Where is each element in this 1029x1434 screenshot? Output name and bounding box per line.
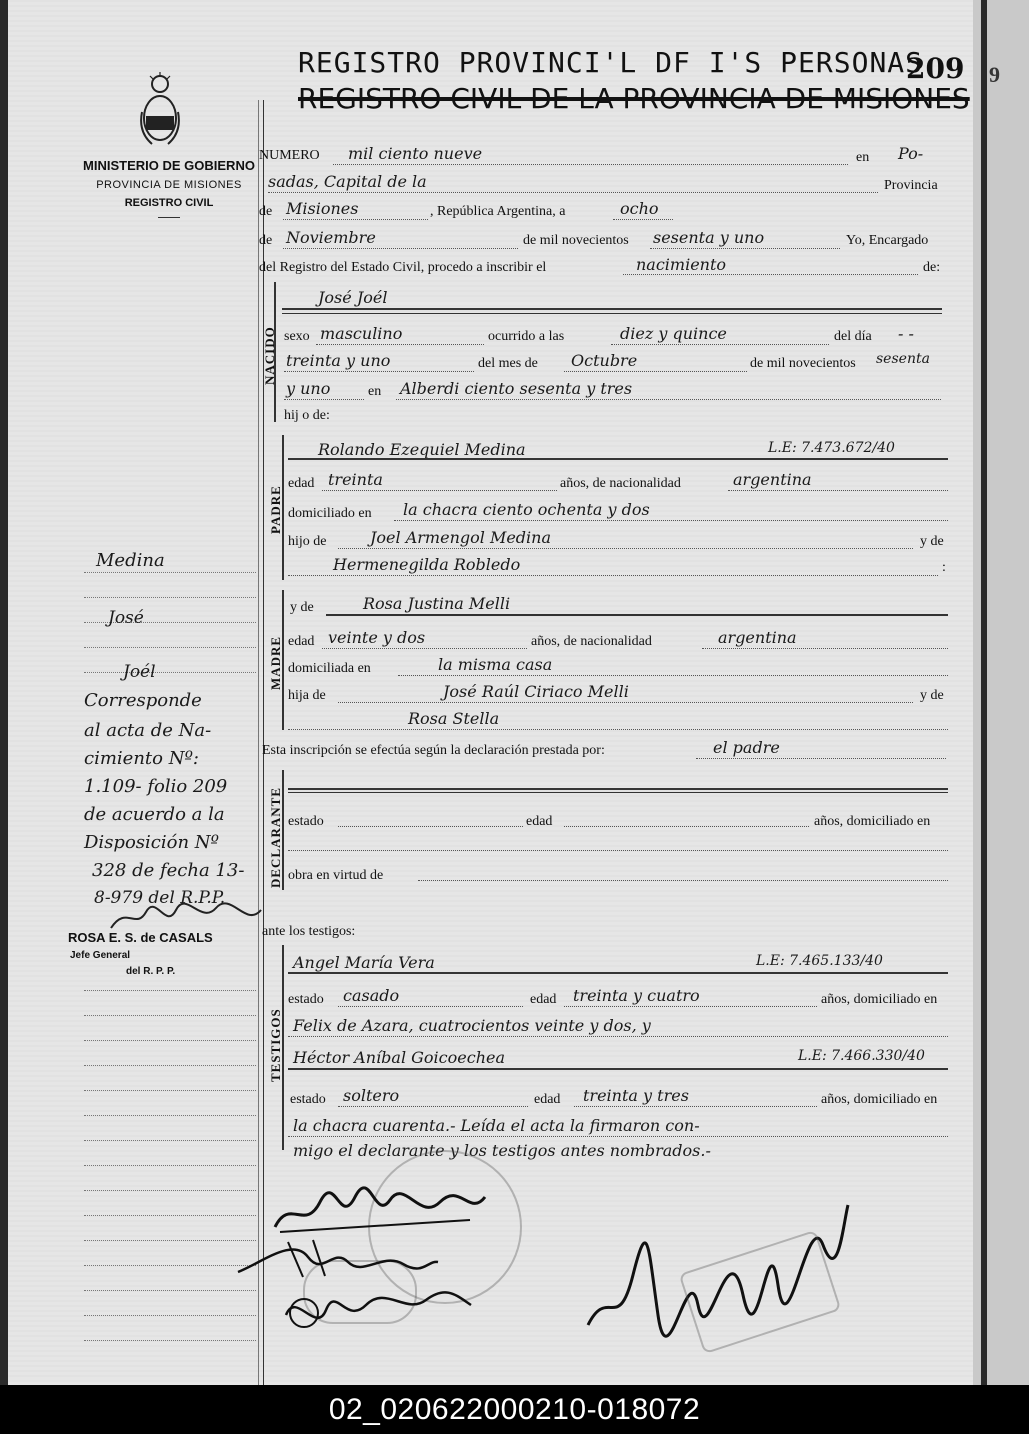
registry-name: REGISTRO CIVIL bbox=[124, 197, 214, 209]
cierre-linea-1: la chacra cuarenta.- Leída el acta la firmaron con- bbox=[293, 1116, 700, 1135]
testigo-2-edad: treinta y tres bbox=[583, 1086, 689, 1105]
testigo-2-estado: soltero bbox=[343, 1086, 400, 1105]
register-page bbox=[8, 0, 973, 1385]
declarante-edad-label: edad bbox=[526, 814, 553, 829]
sexo-value: masculino bbox=[320, 324, 403, 343]
margin-line-1: Corresponde bbox=[84, 690, 202, 711]
struck-title: REGISTRO CIVIL DE LA PROVINCIA DE MISIONES bbox=[298, 82, 970, 115]
anio-label: de mil novecientos bbox=[523, 233, 629, 248]
province-name: PROVINCIA DE MISIONES bbox=[96, 179, 242, 191]
adjacent-page-edge bbox=[973, 0, 1029, 1385]
hijo-label: hij o de: bbox=[284, 408, 330, 423]
margin-nombre-1: José bbox=[108, 608, 144, 628]
madre-domicilio: la misma casa bbox=[438, 655, 553, 674]
numero-label: NUMERO bbox=[259, 148, 320, 163]
padre-hijo-de-label: hijo de bbox=[288, 534, 327, 549]
nacido-nombre: José Joél bbox=[318, 288, 388, 307]
declarante-estado-label: estado bbox=[288, 814, 324, 829]
anio-value: sesenta y uno bbox=[653, 228, 765, 247]
testigo-2-anios-label: años, domiciliado en bbox=[821, 1092, 938, 1107]
numero-value: mil ciento nueve bbox=[348, 144, 483, 163]
signature-3 bbox=[276, 1285, 476, 1340]
yo-label: Yo, Encargado bbox=[846, 233, 929, 248]
padre-padre-de: Joel Armengol Medina bbox=[370, 528, 551, 547]
madre-nombre: Rosa Justina Melli bbox=[363, 594, 511, 613]
coat-of-arms-icon bbox=[138, 72, 182, 148]
obra-label: obra en virtud de bbox=[288, 868, 384, 883]
signature-2 bbox=[233, 1232, 443, 1282]
padre-nombre: Rolando Ezequiel Medina bbox=[318, 440, 526, 459]
nacido-anio-2: y uno bbox=[286, 379, 331, 398]
testigo-1-anios-label: años, domiciliado en bbox=[821, 992, 938, 1007]
hora-value: diez y quince bbox=[620, 324, 727, 343]
nacido-section-label: NACIDO bbox=[262, 326, 277, 385]
margin-nombre-2: Joél bbox=[123, 662, 156, 682]
registro-text: del Registro del Estado Civil, procedo a inscribir el bbox=[259, 260, 547, 275]
nacido-en-label: en bbox=[368, 384, 382, 399]
nacido-anio-label: de mil novecientos bbox=[750, 356, 856, 371]
mes-value: Noviembre bbox=[286, 228, 376, 247]
acto-value: nacimiento bbox=[636, 255, 727, 274]
padre-colon: : bbox=[942, 560, 946, 575]
sexo-label: sexo bbox=[284, 329, 310, 344]
padre-madre-de: Hermenegilda Robledo bbox=[333, 555, 521, 574]
testigo-1-edad-label: edad bbox=[530, 992, 557, 1007]
page-title: REGISTRO PROVINCI'L DF I'S PERSONAS bbox=[298, 46, 924, 79]
del-mes-label: del mes de bbox=[478, 356, 538, 371]
padre-domicilio-label: domiciliado en bbox=[288, 506, 372, 521]
padre-y-de-label: y de bbox=[920, 534, 944, 549]
de-colon: de: bbox=[923, 260, 941, 275]
image-id: 02_020622000210-018072 bbox=[328, 1393, 701, 1426]
image-id-bar bbox=[0, 1385, 1029, 1434]
padre-section-label: PADRE bbox=[268, 485, 283, 534]
margin-apellido: Medina bbox=[96, 550, 165, 571]
testigo-1-edad: treinta y cuatro bbox=[573, 986, 700, 1005]
declaracion-text: Esta inscripción se efectúa según la declaración prestada por: bbox=[262, 743, 605, 758]
provincia-value: Misiones bbox=[286, 199, 359, 218]
nacido-lugar: Alberdi ciento sesenta y tres bbox=[400, 379, 633, 398]
ocurrido-label: ocurrido a las bbox=[488, 329, 565, 344]
dia-value: ocho bbox=[620, 199, 659, 218]
madre-hija-de-label: hija de bbox=[288, 688, 326, 703]
margin-line-2: al acta de Na- bbox=[84, 720, 212, 741]
margin-line-4: 1.109- folio 209 bbox=[84, 776, 228, 797]
margin-line-8: 8-979 del R.P.P. bbox=[94, 888, 226, 908]
padre-nacionalidad: argentina bbox=[733, 470, 812, 489]
madre-y-de-label-2: y de bbox=[920, 688, 944, 703]
testigo-1-estado-label: estado bbox=[288, 992, 324, 1007]
madre-edad-label: edad bbox=[288, 634, 315, 649]
testigo-2-edad-label: edad bbox=[534, 1092, 561, 1107]
ministry-block bbox=[74, 158, 264, 218]
madre-section-label: MADRE bbox=[268, 635, 283, 690]
testigo-1-estado: casado bbox=[343, 986, 400, 1005]
de-label: de bbox=[259, 204, 273, 219]
margin-stamp-title: Jefe General bbox=[70, 950, 131, 961]
madre-edad: veinte y dos bbox=[328, 628, 426, 647]
testigo-2-doc: L.E: 7.466.330/40 bbox=[798, 1048, 925, 1064]
cierre-linea-2: migo el declarante y los testigos antes nombrados.- bbox=[293, 1141, 711, 1160]
nacido-dia: treinta y uno bbox=[286, 351, 391, 370]
en-label: en bbox=[856, 150, 870, 165]
declarante-anios-label: años, domiciliado en bbox=[814, 814, 931, 829]
lugar-2: sadas, Capital de la bbox=[268, 172, 427, 191]
testigo-2-nombre: Héctor Aníbal Goicoechea bbox=[293, 1048, 506, 1067]
testigos-section-label: TESTIGOS bbox=[268, 1008, 283, 1082]
ministry-name: MINISTERIO DE GOBIERNO bbox=[83, 158, 255, 173]
nacido-anio-1: sesenta bbox=[876, 351, 930, 367]
testigo-1-doc: L.E: 7.465.133/40 bbox=[756, 953, 883, 969]
lugar-1: Po- bbox=[898, 144, 924, 163]
book-binding bbox=[0, 0, 8, 1385]
margin-stamp-name: ROSA E. S. de CASALS bbox=[68, 930, 213, 945]
padre-domicilio: la chacra ciento ochenta y dos bbox=[403, 500, 650, 519]
margin-line-3: cimiento Nº: bbox=[84, 748, 199, 769]
folio-number: 209 bbox=[906, 52, 965, 85]
margin-line-7: 328 de fecha 13- bbox=[92, 860, 245, 881]
madre-y-de-label: y de bbox=[290, 600, 314, 615]
madre-madre-de: Rosa Stella bbox=[408, 709, 500, 728]
ante-testigos-label: ante los testigos: bbox=[262, 924, 356, 939]
margin-line-5: de acuerdo a la bbox=[84, 804, 225, 825]
madre-nacionalidad: argentina bbox=[718, 628, 797, 647]
margin-stamp-office: del R. P. P. bbox=[126, 966, 176, 977]
padre-documento: L.E: 7.473.672/40 bbox=[768, 440, 895, 456]
madre-anios-label: años, de nacionalidad bbox=[531, 634, 652, 649]
nacido-mes: Octubre bbox=[571, 351, 638, 370]
padre-anios-label: años, de nacionalidad bbox=[560, 476, 681, 491]
testigo-1-domicilio: Felix de Azara, cuatrocientos veinte y dos, y bbox=[293, 1016, 651, 1035]
margin-line-6: Disposición Nº bbox=[84, 832, 219, 853]
testigo-1-nombre: Angel María Vera bbox=[293, 953, 435, 972]
declarante-section-label: DECLARANTE bbox=[268, 786, 283, 888]
padre-edad-label: edad bbox=[288, 476, 315, 491]
del-dia-label: del día bbox=[834, 329, 872, 344]
padre-edad: treinta bbox=[328, 470, 383, 489]
provincia-label: Provincia bbox=[884, 178, 938, 193]
dia-pre: - - bbox=[898, 324, 914, 343]
republica-text: , República Argentina, a bbox=[430, 204, 566, 219]
madre-domicilio-label: domiciliada en bbox=[288, 661, 371, 676]
testigo-2-estado-label: estado bbox=[290, 1092, 326, 1107]
de-label-2: de bbox=[259, 233, 273, 248]
madre-padre-de: José Raúl Ciriaco Melli bbox=[443, 682, 629, 701]
margin-folio: 9 bbox=[989, 62, 1000, 87]
declarante-por: el padre bbox=[713, 738, 780, 757]
